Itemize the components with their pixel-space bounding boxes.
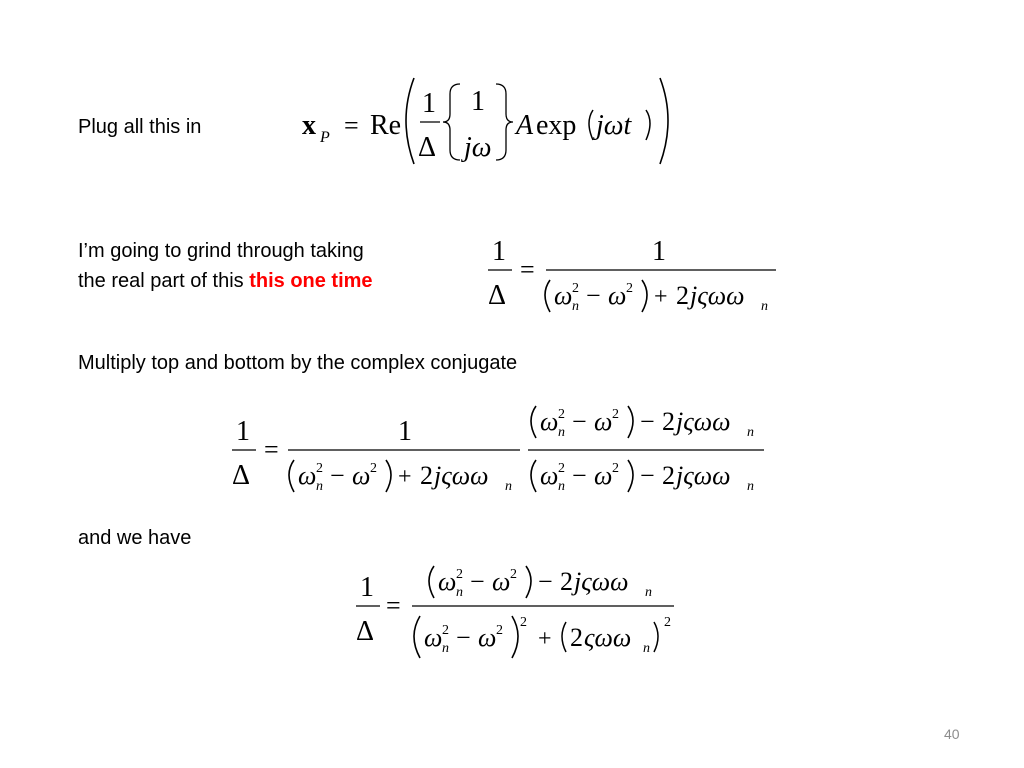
svg-text:−: −: [456, 623, 471, 652]
equation-inverse-delta: [484, 232, 784, 322]
text-and-we-have: and we have: [78, 527, 192, 549]
svg-text:−: −: [572, 407, 587, 436]
svg-text:jςωω: jςωω: [690, 281, 745, 310]
svg-text:n: n: [558, 479, 565, 494]
svg-text:1: 1: [492, 236, 506, 267]
svg-text:Δ: Δ: [232, 460, 251, 491]
svg-text:2: 2: [370, 461, 377, 476]
text-multiply-conjugate: Multiply top and bottom by the complex conjugate: [78, 352, 518, 374]
svg-text:2: 2: [510, 567, 517, 582]
svg-text:ω: ω: [438, 567, 457, 596]
svg-text:n: n: [505, 479, 512, 494]
svg-text:−: −: [640, 461, 655, 490]
svg-text:n: n: [572, 299, 579, 314]
svg-text:jςωω: jςωω: [574, 567, 629, 596]
equation-conjugate: [226, 400, 786, 500]
svg-text:jςωω: jςωω: [676, 407, 731, 436]
svg-text:2: 2: [662, 461, 675, 490]
svg-text:exp: exp: [536, 110, 577, 141]
text-grind-plain: the real part of this: [78, 270, 250, 292]
svg-text:−: −: [572, 461, 587, 490]
svg-text:2: 2: [420, 461, 433, 490]
page-number: 40: [944, 726, 960, 742]
svg-text:n: n: [747, 425, 754, 440]
svg-text:2: 2: [612, 407, 619, 422]
svg-text:ω: ω: [594, 407, 613, 436]
svg-text:ω: ω: [478, 623, 497, 652]
svg-text:ω: ω: [492, 567, 511, 596]
svg-text:+: +: [538, 626, 552, 652]
svg-text:ςωω: ςωω: [584, 623, 632, 652]
svg-text:jςωω: jςωω: [434, 461, 489, 490]
svg-text:2: 2: [570, 623, 583, 652]
svg-text:n: n: [645, 585, 652, 600]
svg-text:2: 2: [662, 407, 675, 436]
svg-text:=: =: [264, 435, 279, 464]
svg-text:+: +: [398, 464, 412, 490]
svg-text:1: 1: [398, 416, 412, 447]
svg-text:jω: jω: [464, 132, 492, 163]
svg-text:2: 2: [558, 461, 565, 476]
svg-text:Δ: Δ: [418, 132, 437, 163]
text-grind-line1: I’m going to grind through taking: [78, 240, 364, 262]
svg-text:P: P: [320, 129, 330, 146]
text-plug-in: Plug all this in: [78, 116, 202, 138]
text-grind-highlight: this one time: [249, 270, 373, 292]
svg-text:jςωω: jςωω: [676, 461, 731, 490]
svg-text:−: −: [586, 281, 601, 310]
svg-text:2: 2: [676, 281, 689, 310]
svg-text:=: =: [344, 111, 359, 140]
svg-text:1: 1: [652, 236, 666, 267]
svg-text:ω: ω: [540, 461, 559, 490]
svg-text:ω: ω: [352, 461, 371, 490]
svg-text:n: n: [747, 479, 754, 494]
svg-text:2: 2: [560, 567, 573, 596]
svg-text:2: 2: [520, 615, 527, 630]
svg-text:2: 2: [572, 281, 579, 296]
svg-text:n: n: [761, 299, 768, 314]
svg-text:n: n: [558, 425, 565, 440]
equation-xp: [300, 70, 680, 170]
svg-text:2: 2: [316, 461, 323, 476]
svg-text:1: 1: [360, 572, 374, 603]
svg-text:Δ: Δ: [488, 280, 507, 311]
text-grind-line2: [78, 266, 373, 296]
svg-text:n: n: [442, 641, 449, 656]
svg-text:A: A: [516, 110, 534, 141]
svg-text:1: 1: [236, 416, 250, 447]
svg-text:=: =: [520, 255, 535, 284]
svg-text:−: −: [538, 567, 553, 596]
svg-text:x: x: [302, 110, 316, 141]
svg-text:n: n: [316, 479, 323, 494]
svg-text:+: +: [654, 284, 668, 310]
svg-text:=: =: [386, 591, 401, 620]
svg-text:ω: ω: [540, 407, 559, 436]
svg-text:ω: ω: [594, 461, 613, 490]
equation-result: [352, 560, 682, 670]
svg-text:2: 2: [558, 407, 565, 422]
svg-text:ω: ω: [298, 461, 317, 490]
svg-text:2: 2: [626, 281, 633, 296]
svg-text:Δ: Δ: [356, 616, 375, 647]
svg-text:ω: ω: [554, 281, 573, 310]
svg-text:−: −: [330, 461, 345, 490]
svg-text:1: 1: [471, 86, 485, 117]
svg-text:ω: ω: [608, 281, 627, 310]
svg-text:n: n: [456, 585, 463, 600]
svg-text:2: 2: [456, 567, 463, 582]
svg-text:−: −: [640, 407, 655, 436]
svg-text:2: 2: [496, 623, 503, 638]
svg-text:ω: ω: [424, 623, 443, 652]
svg-text:2: 2: [664, 615, 671, 630]
svg-text:1: 1: [422, 88, 436, 119]
svg-text:jωt: jωt: [596, 110, 632, 141]
svg-text:n: n: [643, 641, 650, 656]
svg-text:−: −: [470, 567, 485, 596]
svg-text:2: 2: [442, 623, 449, 638]
svg-text:Re: Re: [370, 110, 402, 141]
svg-text:2: 2: [612, 461, 619, 476]
